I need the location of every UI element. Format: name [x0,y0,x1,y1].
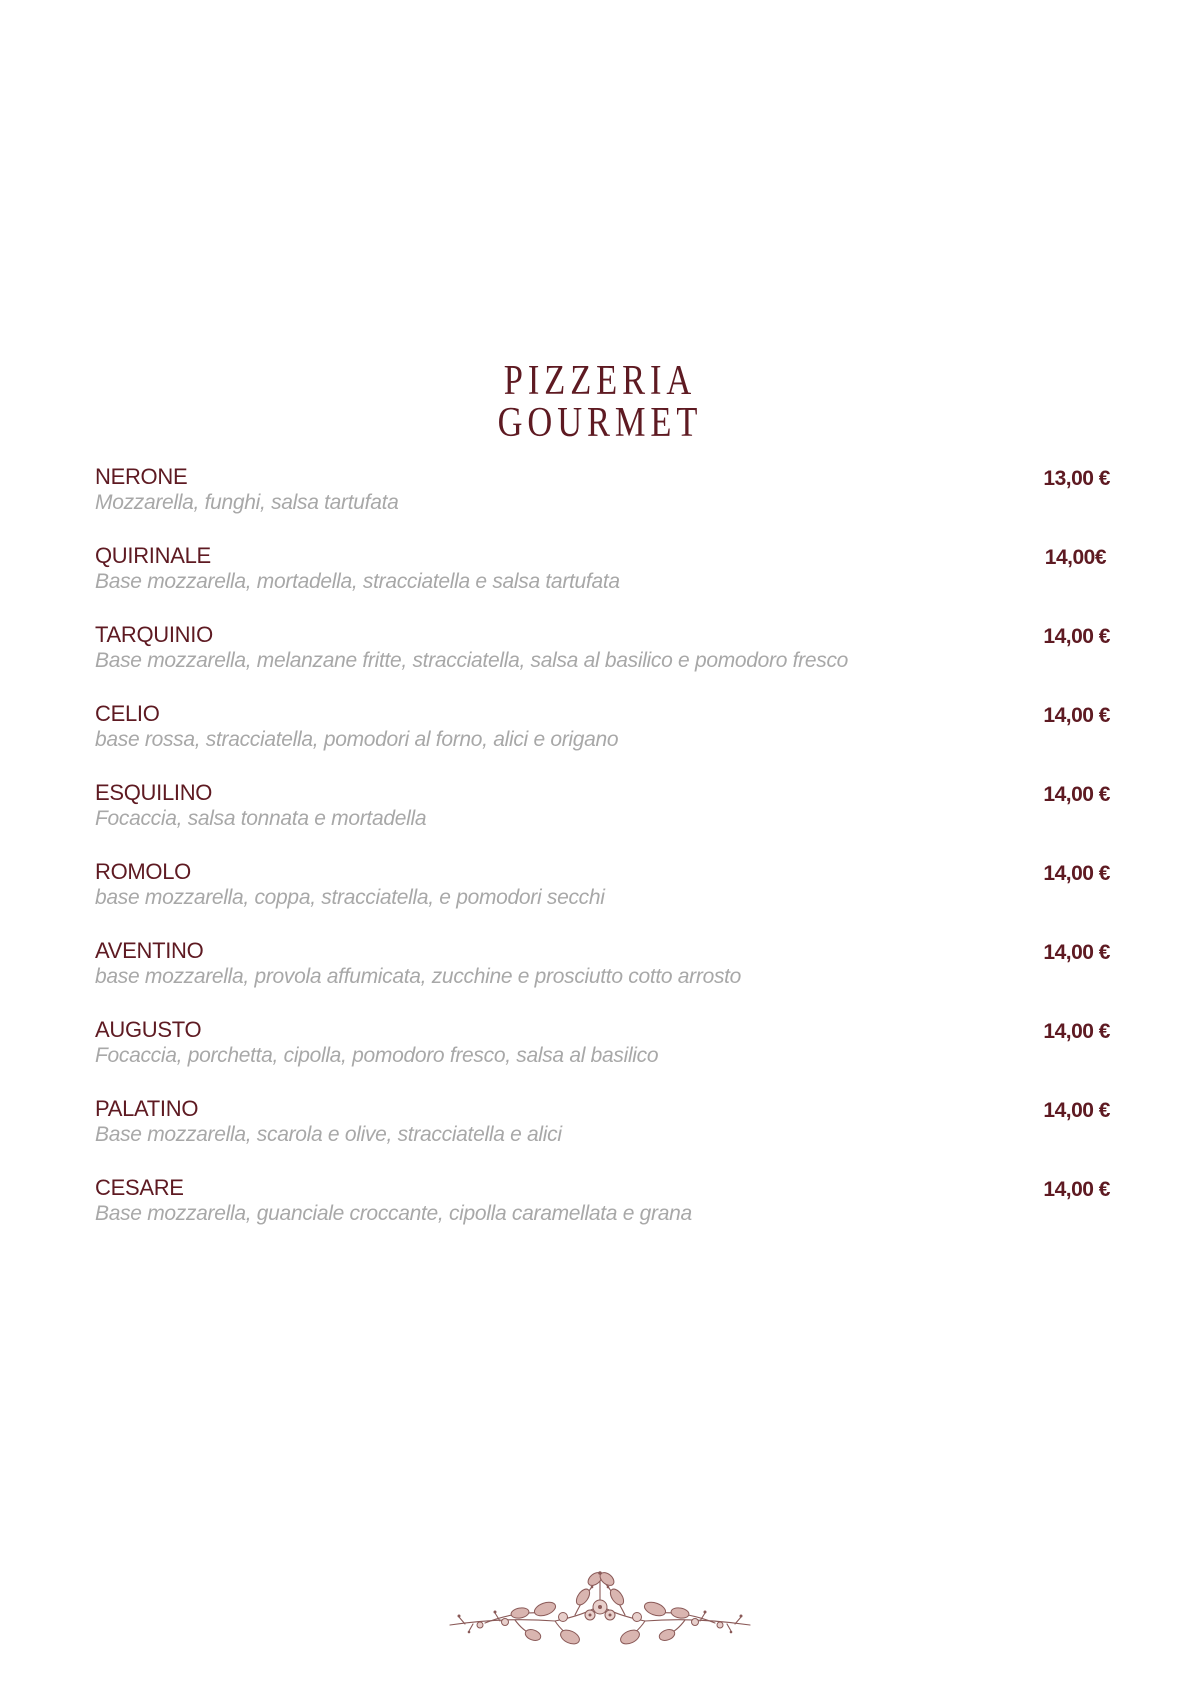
item-description: base mozzarella, provola affumicata, zucchine e prosciutto cotto arrosto [95,965,742,988]
menu-item [95,701,1110,780]
item-price: 14,00 € [1043,704,1110,727]
item-name: NERONE [95,464,188,489]
item-price: 14,00 € [1043,1178,1110,1201]
item-name: QUIRINALE [95,543,211,568]
menu-item [95,622,1110,701]
menu-item [95,464,1110,543]
item-description: Base mozzarella, guanciale croccante, cipolla caramellata e grana [95,1202,692,1225]
title-line-1: PIZZERIA [503,358,697,404]
item-name: PALATINO [95,1096,199,1121]
floral-garland-icon [445,1565,755,1650]
title-line-2: GOURMET [497,400,703,446]
item-price: 14,00 € [1043,625,1110,648]
menu-item [95,1096,1110,1175]
item-name: AUGUSTO [95,1017,202,1042]
item-description: base mozzarella, coppa, stracciatella, e pomodori secchi [95,886,605,909]
item-price: 14,00 € [1043,941,1110,964]
item-description: Base mozzarella, scarola e olive, stracciatella e alici [95,1123,562,1146]
menu-item [95,780,1110,859]
menu-list [95,464,1110,1254]
item-name: TARQUINIO [95,622,213,647]
page-title [108,360,1092,444]
menu-item [95,859,1110,938]
item-price: 14,00 € [1043,1099,1110,1122]
menu-item [95,1017,1110,1096]
item-name: AVENTINO [95,938,204,963]
item-name: ROMOLO [95,859,191,884]
item-price: 14,00 € [1043,862,1110,885]
item-description: Focaccia, salsa tonnata e mortadella [95,807,427,830]
item-price: 14,00€ [1044,546,1106,569]
item-price: 13,00 € [1043,467,1110,490]
menu-item [95,938,1110,1017]
item-name: CESARE [95,1175,184,1200]
item-name: ESQUILINO [95,780,213,805]
item-description: Base mozzarella, mortadella, stracciatella e salsa tartufata [95,570,620,593]
item-description: Base mozzarella, melanzane fritte, stracciatella, salsa al basilico e pomodoro fresco [95,649,849,672]
item-price: 14,00 € [1043,783,1110,806]
item-description: Focaccia, porchetta, cipolla, pomodoro fresco, salsa al basilico [95,1044,659,1067]
menu-item [95,543,1110,622]
item-price: 14,00 € [1043,1020,1110,1043]
menu-item [95,1175,1110,1254]
item-description: base rossa, stracciatella, pomodori al forno, alici e origano [95,728,619,751]
item-name: CELIO [95,701,160,726]
item-description: Mozzarella, funghi, salsa tartufata [95,491,399,514]
